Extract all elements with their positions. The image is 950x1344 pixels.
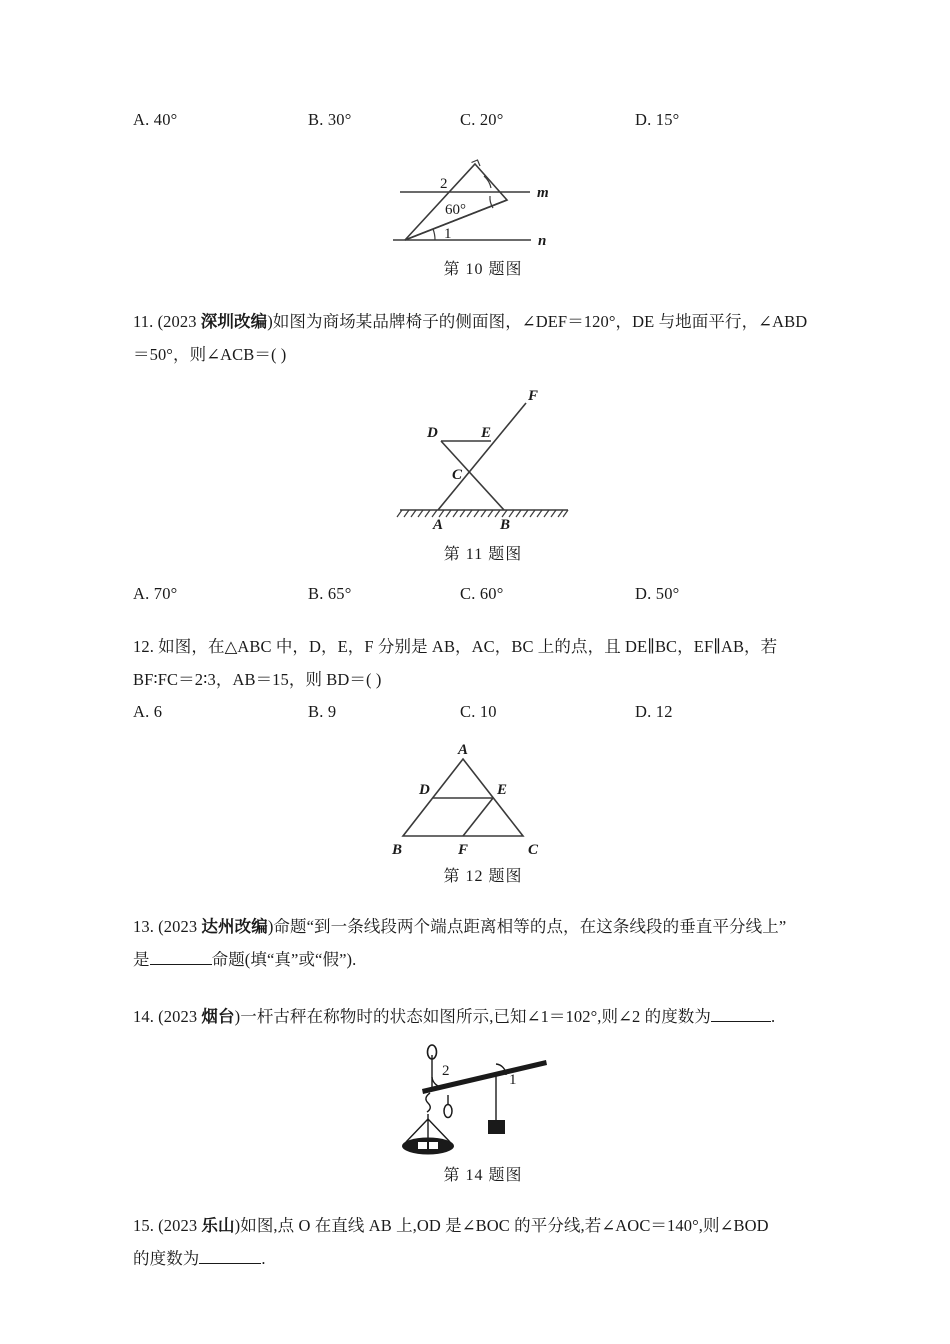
label-line-m: m: [537, 184, 549, 201]
page-content: [133, 0, 833, 1275]
figure-14-caption: 第 14 题图: [443, 1167, 523, 1185]
question-14-source-close: ): [234, 1007, 241, 1027]
question-12-body-line2: BF∶FC＝2∶3，AB＝15，则 BD＝( ): [133, 669, 382, 689]
answer-blank[interactable]: [199, 1249, 261, 1264]
question-12-number: 12.: [133, 636, 154, 656]
label-C: C: [452, 466, 463, 483]
secondary-loop: [444, 1105, 452, 1118]
label-D: D: [419, 782, 430, 799]
label-angle-60: 60°: [445, 201, 466, 218]
question-12-text: [133, 630, 833, 696]
figure-11: [133, 385, 833, 564]
label-A: A: [458, 742, 469, 759]
question-15-answer-suffix: .: [261, 1249, 266, 1269]
question-15-source-open: (2023: [158, 1216, 202, 1236]
option-d[interactable]: D. 50°: [635, 583, 680, 603]
label-D: D: [427, 424, 438, 441]
question-13-body-line1: 命题“到一条线段两个端点距离相等的点，在这条线段的垂直平分线上”: [273, 917, 787, 937]
label-F: F: [458, 842, 469, 859]
question-14-number: 14.: [133, 1007, 154, 1027]
figure-12-drawing: [378, 741, 588, 859]
question-15-source: 乐山: [201, 1216, 235, 1236]
question-11-body-line1: 如图为商场某品牌椅子的侧面图，∠DEF＝120°，DE 与地面平行，∠ABD: [272, 311, 808, 331]
leg-D-to-B: [441, 441, 504, 510]
steelyard-beam: [422, 1060, 547, 1094]
question-13-answer-suffix: 命题(填“真”或“假”).: [211, 950, 357, 970]
question-11-source-close: ): [267, 311, 273, 331]
left-hook: [426, 1093, 430, 1112]
label-F: F: [528, 387, 539, 404]
question-15-text: [133, 1209, 833, 1275]
option-c[interactable]: C. 20°: [460, 110, 504, 129]
label-E: E: [481, 424, 492, 441]
label-A: A: [433, 516, 444, 533]
leg-A-to-F: [438, 403, 526, 510]
label-angle-1: 1: [444, 225, 452, 242]
angle-1-arc: [433, 229, 435, 240]
pan-item-right: [429, 1142, 438, 1149]
question-13-source: 达州改编: [201, 917, 268, 937]
option-c[interactable]: C. 10: [460, 701, 497, 721]
question-11-source-open: (2023: [157, 311, 201, 331]
question-15-body-line1: 如图,点 O 在直线 AB 上,OD 是∠BOC 的平分线,若∠AOC＝140°,则∠BOD: [240, 1216, 769, 1236]
question-14-text: [133, 1000, 833, 1033]
weighing-pan: [402, 1138, 454, 1155]
sliding-weight: [488, 1120, 505, 1134]
label-E: E: [497, 782, 508, 799]
option-b[interactable]: B. 9: [308, 701, 337, 721]
question-15-number: 15.: [133, 1216, 154, 1236]
question-13-text: [133, 910, 833, 976]
option-c[interactable]: C. 60°: [460, 583, 504, 603]
figure-10: [133, 152, 833, 279]
question-11-number: 11.: [133, 311, 154, 331]
question-14-source: 烟台: [201, 1007, 235, 1027]
question-14-suffix: .: [771, 1007, 776, 1027]
question-13-source-close: ): [267, 917, 274, 937]
question-13-answer-prefix: 是: [133, 950, 150, 970]
option-d[interactable]: D. 12: [635, 701, 673, 721]
option-a[interactable]: A. 40°: [133, 110, 178, 129]
label-line-n: n: [538, 232, 547, 249]
pan-item-left: [418, 1142, 427, 1149]
option-b[interactable]: B. 65°: [308, 583, 352, 603]
question-11-body-line2: ＝50°，则∠ACB＝( ): [133, 344, 287, 364]
question-14-source-open: (2023: [158, 1007, 202, 1027]
option-a[interactable]: A. 70°: [133, 583, 178, 603]
option-b[interactable]: B. 30°: [308, 110, 352, 129]
segment-EF: [463, 798, 493, 836]
question-15-source-close: ): [234, 1216, 241, 1236]
answer-blank[interactable]: [150, 950, 212, 965]
figure-12: [133, 741, 833, 886]
question-14-body: 一杆古秤在称物时的状态如图所示,已知∠1＝102°,则∠2 的度数为: [240, 1007, 711, 1027]
figure-11-drawing: [378, 385, 588, 537]
question-12-body-line1: 如图，在△ABC 中，D，E，F 分别是 AB，AC，BC 上的点，且 DE∥BC，EF∥AB，若: [158, 636, 778, 656]
label-angle-2: 2: [442, 1063, 450, 1080]
figure-12-caption: 第 12 题图: [443, 868, 523, 886]
label-B: B: [392, 842, 403, 859]
label-angle-2: 2: [440, 175, 448, 192]
question-13-number: 13.: [133, 917, 154, 937]
answer-blank[interactable]: [711, 1007, 771, 1022]
question-12-options: [133, 702, 833, 722]
question-13-source-open: (2023: [158, 917, 202, 937]
question-10-options: [133, 110, 833, 130]
figure-14-drawing: [378, 1043, 588, 1158]
figure-14: [133, 1043, 833, 1185]
ground-hatching: [397, 510, 568, 517]
figure-11-caption: 第 11 题图: [443, 545, 523, 563]
question-11-source: 深圳改编: [200, 311, 268, 331]
option-a[interactable]: A. 6: [133, 701, 163, 721]
figure-10-caption: 第 10 题图: [443, 260, 523, 278]
question-11-text: [133, 305, 833, 371]
question-15-answer-prefix: 的度数为: [133, 1249, 200, 1269]
figure-10-drawing: [383, 152, 583, 252]
label-C: C: [528, 842, 539, 859]
label-B: B: [500, 516, 511, 533]
question-11-options: [133, 584, 833, 604]
label-angle-1: 1: [509, 1072, 517, 1089]
option-d[interactable]: D. 15°: [635, 110, 680, 129]
